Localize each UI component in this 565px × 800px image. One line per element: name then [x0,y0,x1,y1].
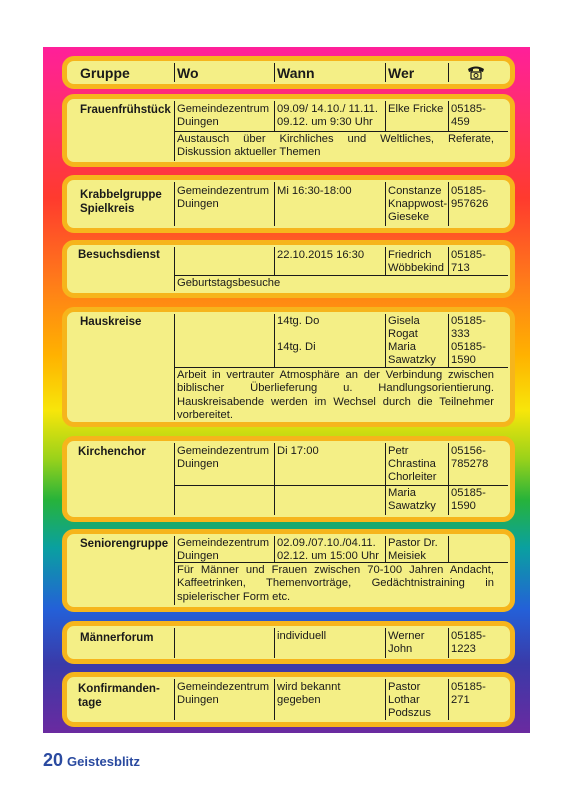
header-wann: Wann [277,65,315,81]
contact-line: Chrastina [388,458,436,470]
contact-line: Sawatzky [388,354,436,366]
phone-line: 459 [451,116,470,128]
page-number: 20 [43,750,64,770]
contact-line: Wöbbekind [388,262,444,274]
phone-line: 1223 [451,643,476,655]
phone-line: 05185- [451,249,486,261]
location-line: Gemeindezentrum [177,537,270,549]
contact-line: Elke Fricke [388,103,444,115]
group-name: Männerforum [80,632,154,644]
contact-line: John [388,643,413,655]
contact-line: Maria [388,487,416,499]
phone-line: 05185- [451,630,486,642]
group-name: Krabbelgruppe Spielkreis [80,189,162,215]
header-wo: Wo [177,65,199,81]
time-line: 02.09./07.10./04.11. [277,537,376,549]
group-name: Seniorengruppe [80,538,169,550]
phone-line: 05185- [451,681,486,693]
contact-line: Pastor Dr. [388,537,438,549]
location-line: Duingen [177,198,219,210]
group-name: Konfirmanden-tage [78,683,160,709]
header-wer: Wer [388,65,415,81]
time-line: 09.09/ 14.10./ 11.11. [277,103,378,115]
group-name: Kirchenchor [78,446,146,458]
time-line: 14tg. Do [277,315,320,327]
location-line: Duingen [177,116,219,128]
phone-line: 05185- [451,315,486,327]
description: Für Männer und Frauen zwischen 70-100 Jahren Andacht, Kaffeetrinken, Themenvorträge, Gedächtnistraining in spielerischer Form etc. [177,564,494,603]
location-line: Gemeindezentrum [177,103,270,115]
phone-line: 957626 [451,198,489,210]
contact-line: Gieseke [388,211,430,223]
time-line: wird bekannt [277,681,341,693]
contact-line: Meisiek [388,550,426,562]
telephone-icon [466,64,486,80]
contact-line: Lothar [388,694,420,706]
group-name: Hauskreise [80,316,142,328]
location-line: Gemeindezentrum [177,445,270,457]
contact-line: Werner [388,630,425,642]
group-name: Frauenfrühstück [80,104,171,116]
phone-line: 05185- [451,103,486,115]
phone-line: 1590 [451,354,476,366]
header-gruppe: Gruppe [80,65,130,81]
time-line: 14tg. Di [277,341,316,353]
time-line: individuell [277,630,327,642]
location-line: Duingen [177,458,219,470]
phone-line: 1590 [451,500,476,512]
time-line: 02.12. um 15:00 Uhr [277,550,379,562]
phone-line: 333 [451,328,470,340]
location-line: Gemeindezentrum [177,681,270,693]
phone-line: 713 [451,262,470,274]
contact-line: Chorleiter [388,471,437,483]
location-line: Duingen [177,694,219,706]
contact-line: Rogat [388,328,418,340]
magazine-name: Geistesblitz [67,754,140,769]
contact-line: Friedrich [388,249,432,261]
time-line: 09.12. um 9:30 Uhr [277,116,373,128]
phone-line: 05185- [451,341,486,353]
page-footer [43,750,140,771]
contact-line: Knappwost- [388,198,448,210]
location-line: Gemeindezentrum [177,185,270,197]
phone-line: 05185- [451,487,486,499]
contact-line: Pastor [388,681,421,693]
time-line: 22.10.2015 16:30 [277,249,365,261]
contact-line: Sawatzky [388,500,436,512]
phone-line: 271 [451,694,470,706]
time-line: gegeben [277,694,321,706]
phone-line: 05185- [451,185,486,197]
contact-line: Gisela [388,315,420,327]
time-line: Di 17:00 [277,445,319,457]
time-line: Mi 16:30-18:00 [277,185,352,197]
contact-line: Petr [388,445,409,457]
location-line: Duingen [177,550,219,562]
phone-line: 05156- [451,445,486,457]
phone-line: 785278 [451,458,489,470]
contact-line: Maria [388,341,416,353]
contact-line: Constanze [388,185,442,197]
group-name: Besuchsdienst [78,249,160,261]
description: Austausch über Kirchliches und Weltliches, Referate, Diskussion aktueller Themen [177,133,494,159]
contact-line: Podszus [388,707,431,719]
description: Geburtstagsbesuche [177,277,281,289]
description: Arbeit in vertrauter Atmosphäre an der Verbindung zwischen biblischer Überlieferung u. Handlungsorientierung. Hauskreisabende werden im Wechsel durch die Teilnehmer vorbereitet. [177,369,494,421]
